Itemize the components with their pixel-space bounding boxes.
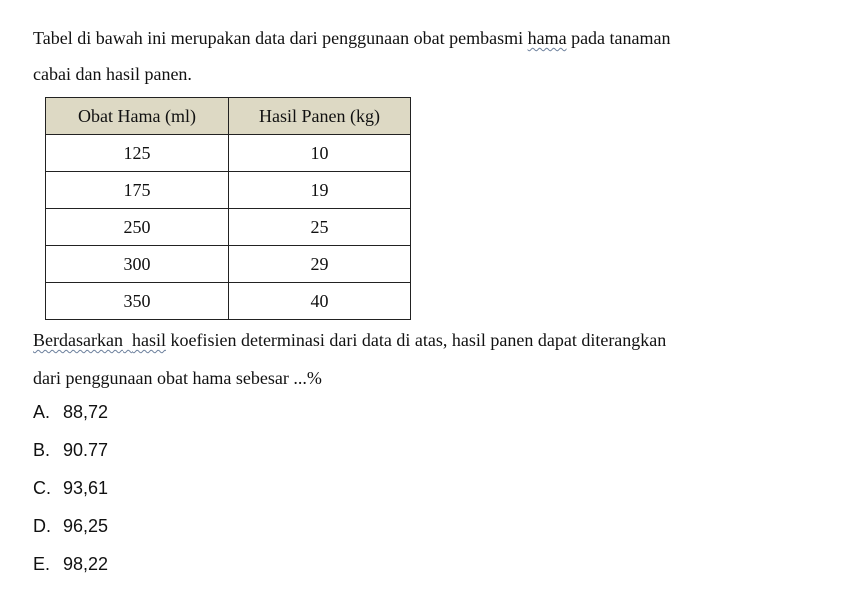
option-a[interactable]: [33, 400, 108, 438]
option-value: 90.77: [63, 440, 109, 460]
table-cell-obat: 175: [46, 172, 229, 209]
table-cell-obat: 300: [46, 246, 229, 283]
table-cell-panen: 40: [229, 283, 411, 320]
intro-text-part-1: Tabel di bawah ini merupakan data dari penggunaan obat pembasmi: [33, 28, 528, 48]
option-value: 88,72: [63, 402, 109, 422]
question-line-1: [33, 330, 666, 350]
option-e[interactable]: [33, 552, 108, 590]
option-value: 93,61: [63, 478, 109, 498]
table-row: [46, 135, 411, 172]
spell-flagged-word: hasil: [131, 330, 166, 350]
header-obat-hama: Obat Hama (ml): [46, 98, 229, 135]
option-b[interactable]: [33, 438, 108, 476]
question-line-2: dari penggunaan obat hama sebesar ...%: [33, 368, 322, 388]
option-letter: D.: [33, 516, 51, 536]
table-cell-panen: 19: [229, 172, 411, 209]
table-row: [46, 172, 411, 209]
intro-text-part-2: pada tanaman: [566, 28, 671, 48]
intro-line-2: cabai dan hasil panen.: [33, 64, 192, 84]
question-text-part: koefisien determinasi dari data di atas, hasil panen dapat diterangkan: [165, 330, 667, 350]
option-letter: A.: [33, 402, 51, 422]
table-header-row: [46, 98, 411, 135]
table-cell-obat: 350: [46, 283, 229, 320]
option-letter: C.: [33, 478, 51, 498]
data-table: [45, 97, 411, 320]
spell-flagged-word: Berdasarkan: [33, 330, 123, 350]
table-cell-obat: 125: [46, 135, 229, 172]
table-cell-panen: 25: [229, 209, 411, 246]
option-value: 96,25: [63, 516, 109, 536]
table-row: [46, 209, 411, 246]
table-cell-panen: 10: [229, 135, 411, 172]
answer-options: [33, 400, 108, 590]
option-d[interactable]: [33, 514, 108, 552]
spell-flagged-word: hama: [527, 28, 567, 48]
option-value: 98,22: [63, 554, 109, 574]
table-row: [46, 283, 411, 320]
spell-flagged-gap: [123, 330, 132, 350]
intro-line-1: [33, 28, 671, 48]
table-cell-panen: 29: [229, 246, 411, 283]
option-letter: E.: [33, 554, 51, 574]
option-c[interactable]: [33, 476, 108, 514]
table-cell-obat: 250: [46, 209, 229, 246]
header-hasil-panen: Hasil Panen (kg): [229, 98, 411, 135]
option-letter: B.: [33, 440, 51, 460]
table-row: [46, 246, 411, 283]
